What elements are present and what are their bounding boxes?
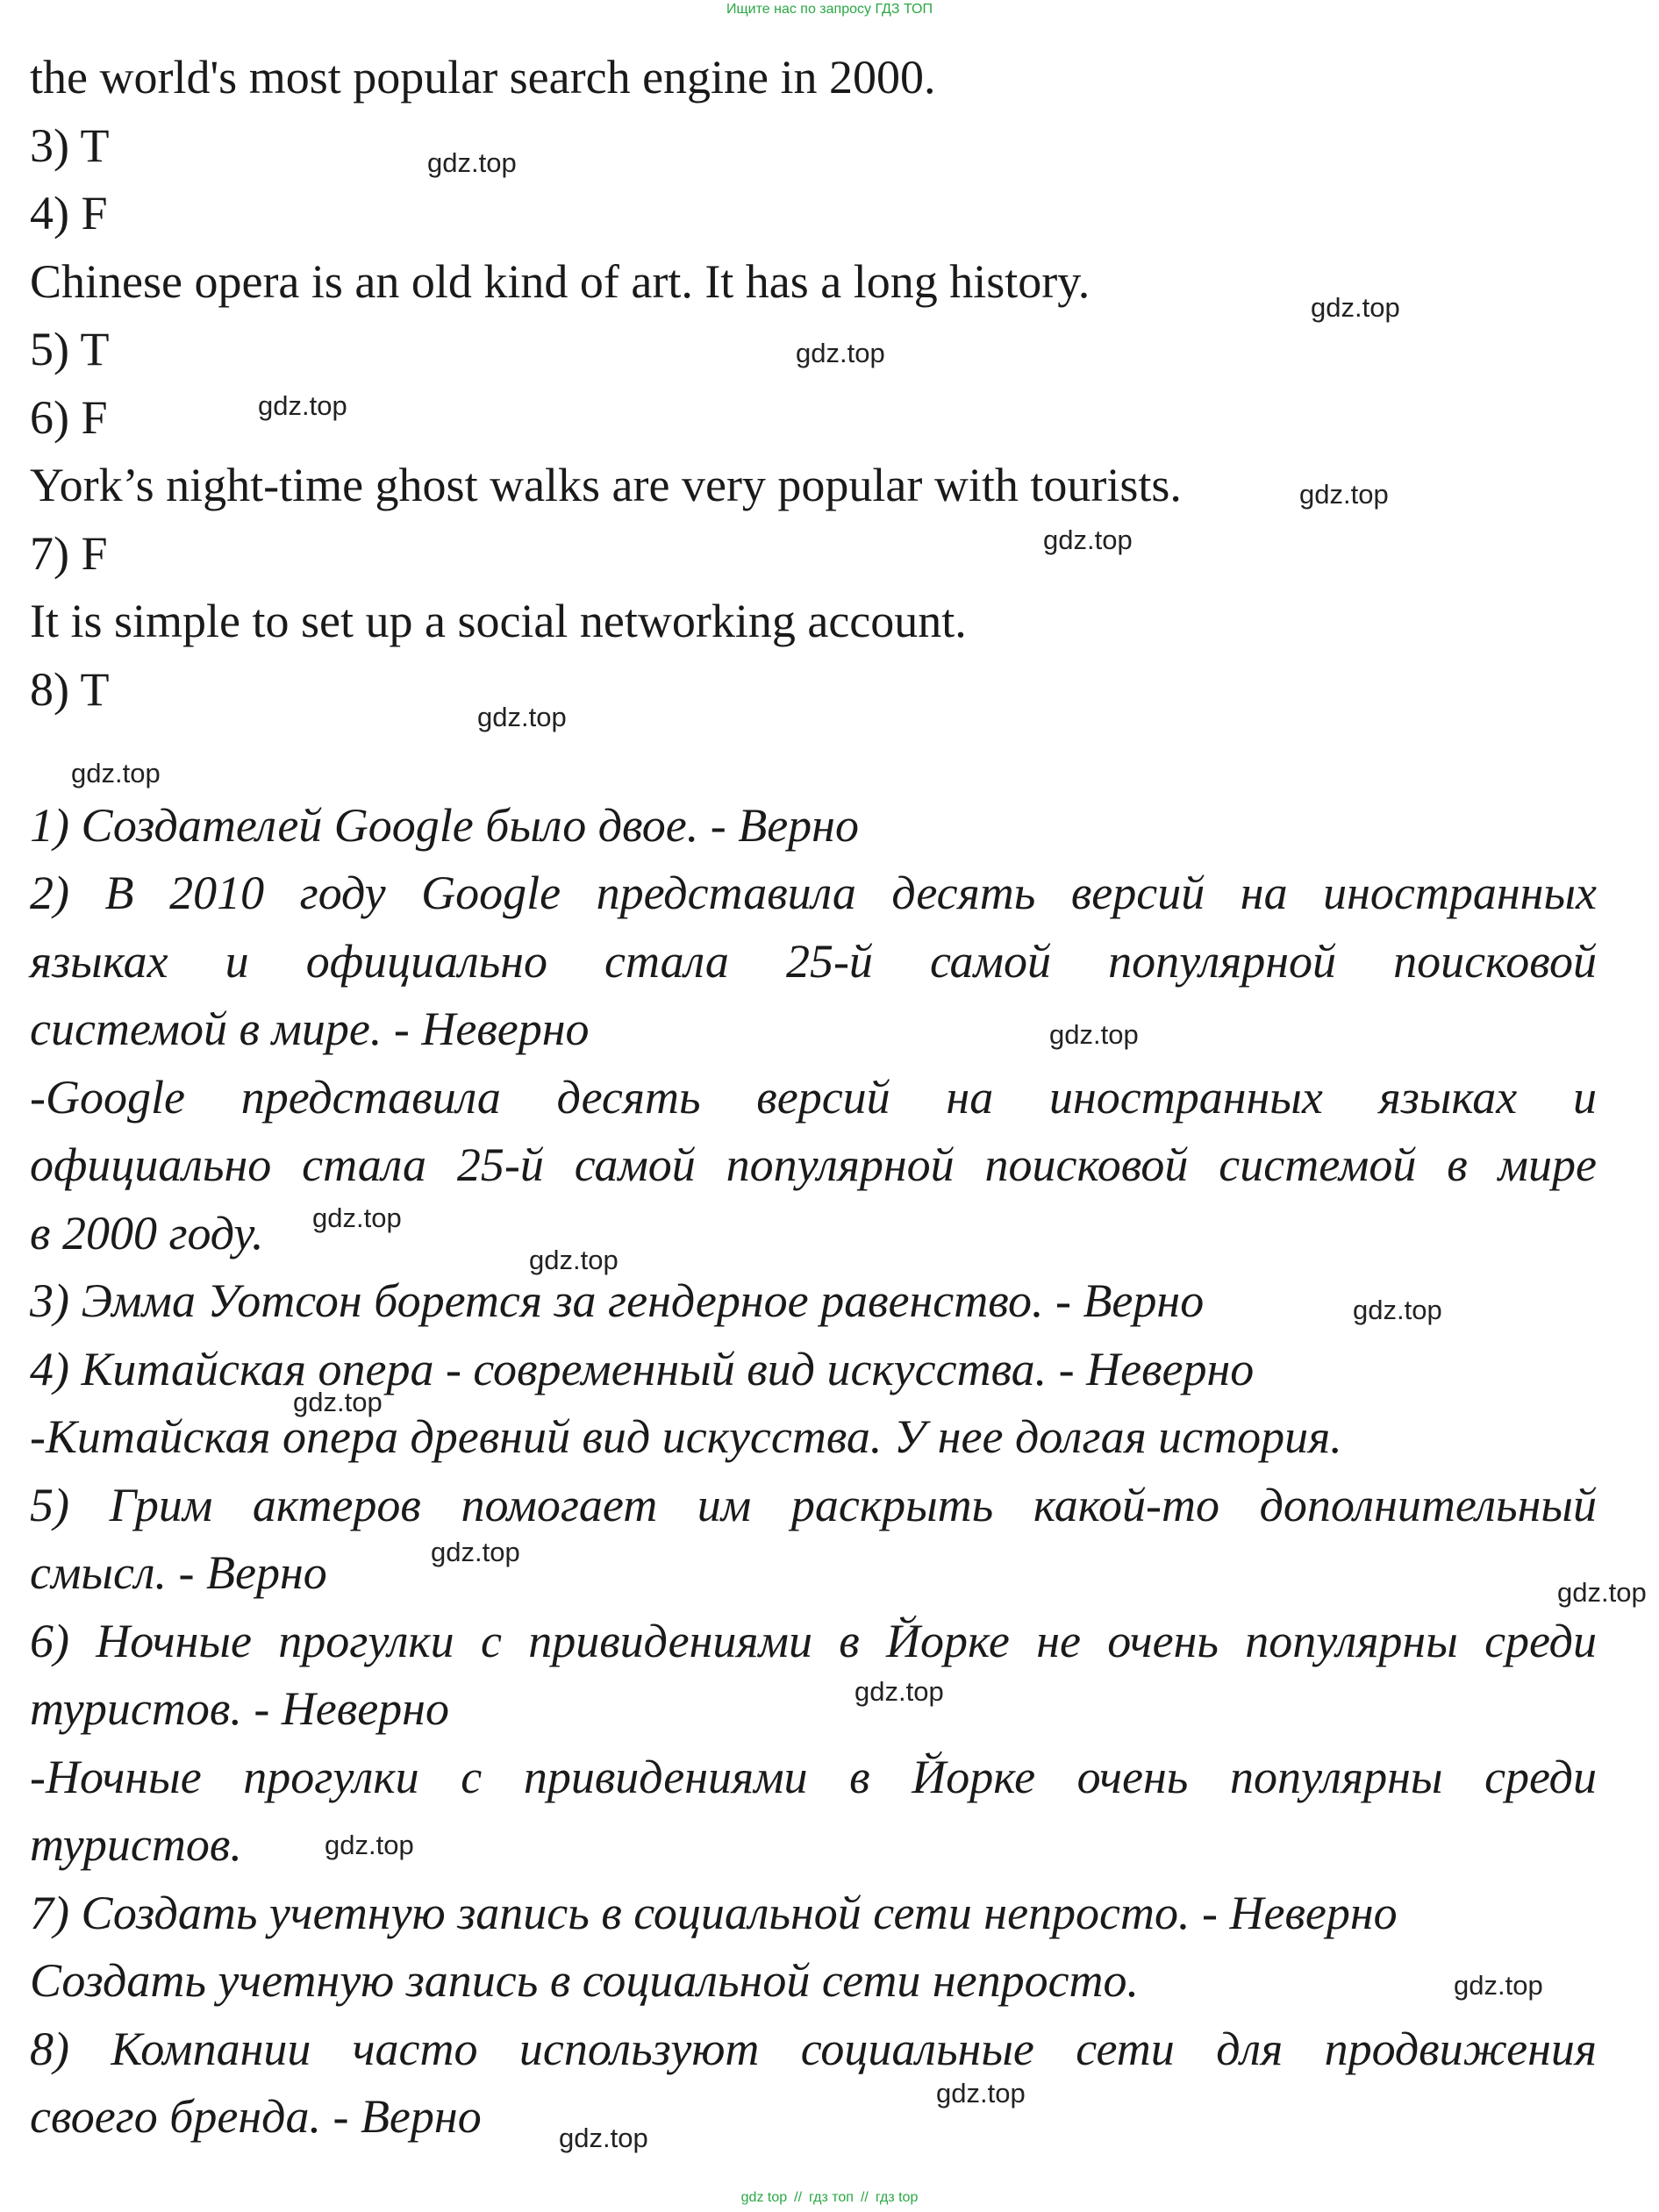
footer-part: гдз top bbox=[875, 2190, 919, 2205]
russian-line: смысл. - Верно bbox=[30, 1546, 327, 1599]
watermark: gdz.top bbox=[477, 702, 567, 732]
russian-line: языках и официально стала 25-й самой популярной поисковой bbox=[30, 935, 1597, 988]
watermark: gdz.top bbox=[855, 1676, 944, 1707]
watermark: gdz.top bbox=[71, 758, 161, 788]
footer-separator: // bbox=[860, 2190, 869, 2205]
watermark: gdz.top bbox=[1557, 1577, 1647, 1608]
russian-line: своего бренда. - Верно bbox=[30, 2090, 482, 2143]
russian-line: -Ночные прогулки с привидениями в Йорке очень популярны среди bbox=[30, 1751, 1597, 1803]
russian-line: 8) Компании часто используют социальные сети для продвижения bbox=[30, 2023, 1597, 2075]
footer-part: gdz top bbox=[740, 2190, 788, 2205]
english-line: the world's most popular search engine in 2000. bbox=[30, 51, 936, 103]
russian-line: -Google представила десять версий на иностранных языках и bbox=[30, 1071, 1597, 1124]
answer-3: 3) T bbox=[30, 119, 110, 172]
watermark: gdz.top bbox=[1299, 479, 1389, 510]
footer-part: гдз топ bbox=[809, 2190, 854, 2205]
russian-line: -Китайская опера древний вид искусства. У нее долгая история. bbox=[30, 1410, 1342, 1463]
watermark: gdz.top bbox=[1353, 1295, 1442, 1325]
watermark: gdz.top bbox=[1043, 524, 1133, 555]
english-line: Chinese opera is an old kind of art. It has a long history. bbox=[30, 255, 1091, 308]
russian-line: 2) В 2010 году Google представила десять версий на иностранных bbox=[30, 867, 1597, 919]
russian-line: Создать учетную запись в социальной сети непросто. bbox=[30, 1954, 1140, 2007]
watermark: gdz.top bbox=[1049, 1019, 1139, 1050]
watermark: gdz.top bbox=[936, 2078, 1026, 2109]
english-line: It is simple to set up a social networking account. bbox=[30, 595, 967, 647]
russian-line: системой в мире. - Неверно bbox=[30, 1003, 590, 1055]
watermark: gdz.top bbox=[258, 390, 347, 421]
watermark: gdz.top bbox=[796, 338, 885, 368]
watermark: gdz.top bbox=[1311, 292, 1400, 323]
russian-line: 5) Грим актеров помогает им раскрыть какой-то дополнительный bbox=[30, 1479, 1597, 1531]
russian-line: 7) Создать учетную запись в социальной сети непросто. - Неверно bbox=[30, 1887, 1398, 1939]
answer-6: 6) F bbox=[30, 391, 108, 444]
answer-7: 7) F bbox=[30, 527, 108, 580]
watermark: gdz.top bbox=[293, 1387, 383, 1417]
watermark: gdz.top bbox=[559, 2123, 648, 2153]
watermark: gdz.top bbox=[1454, 1970, 1543, 2001]
footer bbox=[0, 2190, 1659, 2206]
watermark: gdz.top bbox=[312, 1202, 402, 1233]
russian-line: 1) Создателей Google было двое. - Верно bbox=[30, 799, 859, 852]
russian-line: 6) Ночные прогулки с привидениями в Йорке не очень популярны среди bbox=[30, 1615, 1597, 1667]
footer-separator: // bbox=[794, 2190, 803, 2205]
russian-line: туристов. bbox=[30, 1818, 242, 1871]
answer-8: 8) T bbox=[30, 663, 110, 716]
answer-4: 4) F bbox=[30, 187, 108, 239]
russian-line: 4) Китайская опера - современный вид искусства. - Неверно bbox=[30, 1343, 1255, 1395]
watermark: gdz.top bbox=[431, 1537, 520, 1567]
english-line: York’s night-time ghost walks are very popular with tourists. bbox=[30, 459, 1182, 511]
watermark: gdz.top bbox=[427, 147, 517, 178]
russian-line: официально стала 25-й самой популярной поисковой системой в мире bbox=[30, 1138, 1597, 1191]
russian-line: в 2000 году. bbox=[30, 1207, 264, 1259]
watermark: gdz.top bbox=[325, 1830, 414, 1860]
answer-5: 5) T bbox=[30, 323, 110, 375]
russian-line: 3) Эмма Уотсон борется за гендерное равенство. - Верно bbox=[30, 1274, 1205, 1327]
russian-line: туристов. - Неверно bbox=[30, 1682, 449, 1735]
top-banner: Ищите нас по запросу ГДЗ ТОП bbox=[726, 2, 933, 17]
watermark: gdz.top bbox=[529, 1245, 619, 1275]
